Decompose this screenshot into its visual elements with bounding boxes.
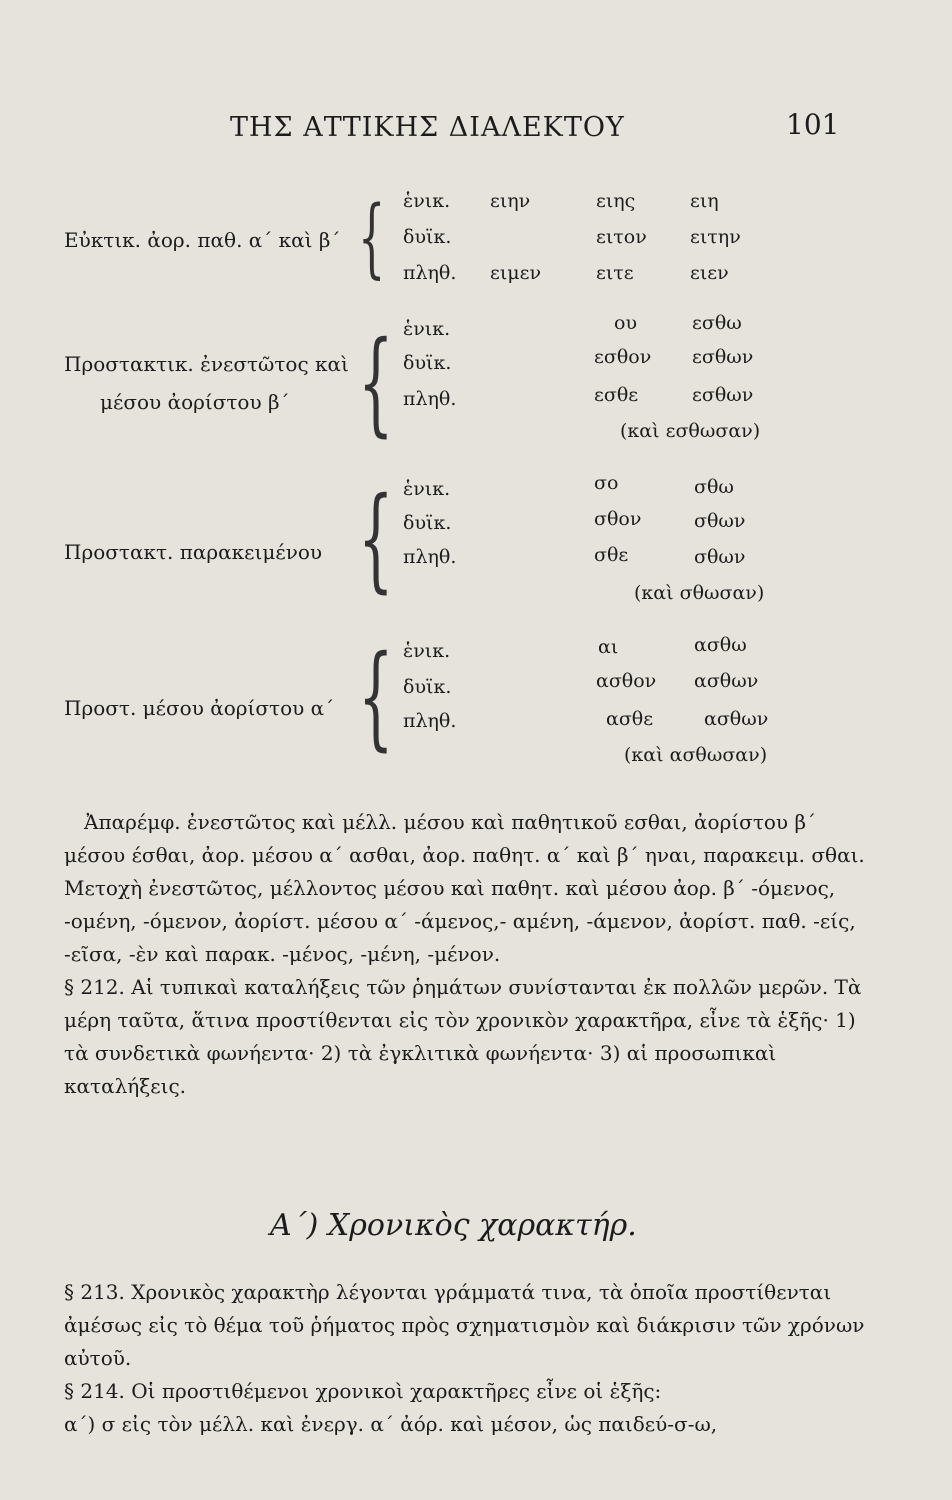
ending-cell: σθε: [594, 544, 629, 566]
ending-cell: σο: [594, 472, 619, 494]
body-text: [64, 806, 876, 1103]
ending-cell: ειμεν: [490, 262, 542, 284]
number-label: δυϊκ.: [403, 226, 452, 248]
ending-cell: εσθε: [594, 384, 639, 406]
alternative-note: (καὶ ασθωσαν): [624, 744, 768, 766]
ending-cell: εσθον: [594, 346, 652, 368]
ending-cell: ου: [614, 312, 637, 334]
paragraph-213: § 213. Χρονικὸς χαρακτὴρ λέγονται γράμματά τινα, τὰ ὁποῖα προστίθενται ἀμέσως εἰς τὸ θέμα τοῦ ῥήματος πρὸς σχηματισμὸν καὶ διάκρισιν τῶν χρόνων αὐτοῦ.: [64, 1280, 865, 1370]
block-label: Προστ. μέσου ἀορίστου α΄: [64, 696, 335, 720]
paragraph-212: § 212. Αἱ τυπικαὶ καταλήξεις τῶν ῥημάτων συνίστανται ἐκ πολλῶν μερῶν. Τὰ μέρη ταῦτα, ἅτινα προστίθενται εἰς τὸν χρονικὸν χαρακτῆρα, εἶνε τὰ ἑξῆς· 1) τὰ συνδετικὰ φωνήεντα· 2) τὰ ἐγκλιτικὰ φωνήεντα· 3) αἱ προσωπικαὶ καταλήξεις.: [64, 975, 862, 1098]
ending-cell: ασθε: [606, 708, 654, 730]
brace: {: [358, 188, 386, 288]
ending-cell: ασθον: [596, 670, 657, 692]
number-label: ἑνικ.: [403, 640, 451, 662]
ending-cell: σθων: [694, 510, 746, 532]
number-label: πληθ.: [403, 262, 457, 284]
paragraph-214: § 214. Οἱ προστιθέμενοι χρονικοὶ χαρακτῆρες εἶνε οἱ ἑξῆς:: [64, 1379, 662, 1403]
ending-cell: σθον: [594, 508, 642, 530]
brace: {: [358, 318, 394, 448]
ending-cell: ειης: [596, 190, 636, 212]
ending-cell: σθων: [694, 546, 746, 568]
ending-cell: ασθων: [704, 708, 769, 730]
alternative-note: (καὶ εσθωσαν): [620, 420, 761, 442]
block-label: μέσου ἀορίστου β΄: [100, 390, 290, 414]
ending-cell: σθω: [694, 476, 734, 498]
ending-cell: ειεν: [690, 262, 729, 284]
block-label: Προστακτικ. ἐνεστῶτος καὶ: [64, 352, 349, 376]
running-header: ΤΗΣ ΑΤΤΙΚΗΣ ΔΙΑΛΕΚΤΟΥ: [230, 112, 625, 143]
block-label: Προστακτ. παρακειμένου: [64, 540, 323, 564]
ending-cell: εσθων: [692, 346, 754, 368]
paragraph-214-a: α΄) σ εἰς τὸν μέλλ. καὶ ἐνεργ. α΄ ἀόρ. καὶ μέσον, ὡς παιδεύ-σ-ω,: [64, 1412, 718, 1436]
ending-cell: αι: [598, 636, 619, 658]
ending-cell: ασθω: [694, 634, 747, 656]
alternative-note: (καὶ σθωσαν): [634, 582, 765, 604]
brace: {: [358, 632, 394, 762]
section-heading: Α΄) Χρονικὸς χαρακτήρ.: [270, 1208, 637, 1243]
ending-cell: ειην: [490, 190, 531, 212]
number-label: πληθ.: [403, 710, 457, 732]
number-label: πληθ.: [403, 388, 457, 410]
number-label: ἑνικ.: [403, 190, 451, 212]
number-label: πληθ.: [403, 546, 457, 568]
body-text-2: [64, 1276, 876, 1441]
ending-cell: ειτε: [596, 262, 634, 284]
page-number: 101: [786, 108, 840, 141]
ending-cell: εσθω: [692, 312, 742, 334]
paragraph-infinitive: Ἀπαρέμφ. ἐνεστῶτος καὶ μέλλ. μέσου καὶ παθητικοῦ εσθαι, ἀορίστου β΄ μέσου έσθαι, ἀορ. μέσου α΄ ασθαι, ἀορ. παθητ. α΄ καὶ β΄ ηναι, παρακειμ. σθαι.: [64, 810, 865, 867]
number-label: δυϊκ.: [403, 512, 452, 534]
ending-cell: ειη: [690, 190, 719, 212]
number-label: δυϊκ.: [403, 676, 452, 698]
block-label: Εὐκτικ. ἀορ. παθ. α΄ καὶ β΄: [64, 228, 341, 252]
number-label: ἑνικ.: [403, 318, 451, 340]
ending-cell: εσθων: [692, 384, 754, 406]
ending-cell: ασθων: [694, 670, 759, 692]
number-label: δυϊκ.: [403, 352, 452, 374]
paragraph-participle: Μετοχὴ ἐνεστῶτος, μέλλοντος μέσου καὶ παθητ. καὶ μέσου ἀορ. β΄ -όμενος, -ομένη, -όμενον, ἀορίστ. μέσου α΄ -άμενος,- αμένη, -άμενον, ἀορίστ. παθ. -είς, -εῖσα, -ὲν καὶ παρακ. -μένος, -μένη, -μένον.: [64, 876, 856, 966]
ending-cell: ειτον: [596, 226, 647, 248]
ending-cell: ειτην: [690, 226, 741, 248]
number-label: ἑνικ.: [403, 478, 451, 500]
brace: {: [358, 474, 394, 604]
